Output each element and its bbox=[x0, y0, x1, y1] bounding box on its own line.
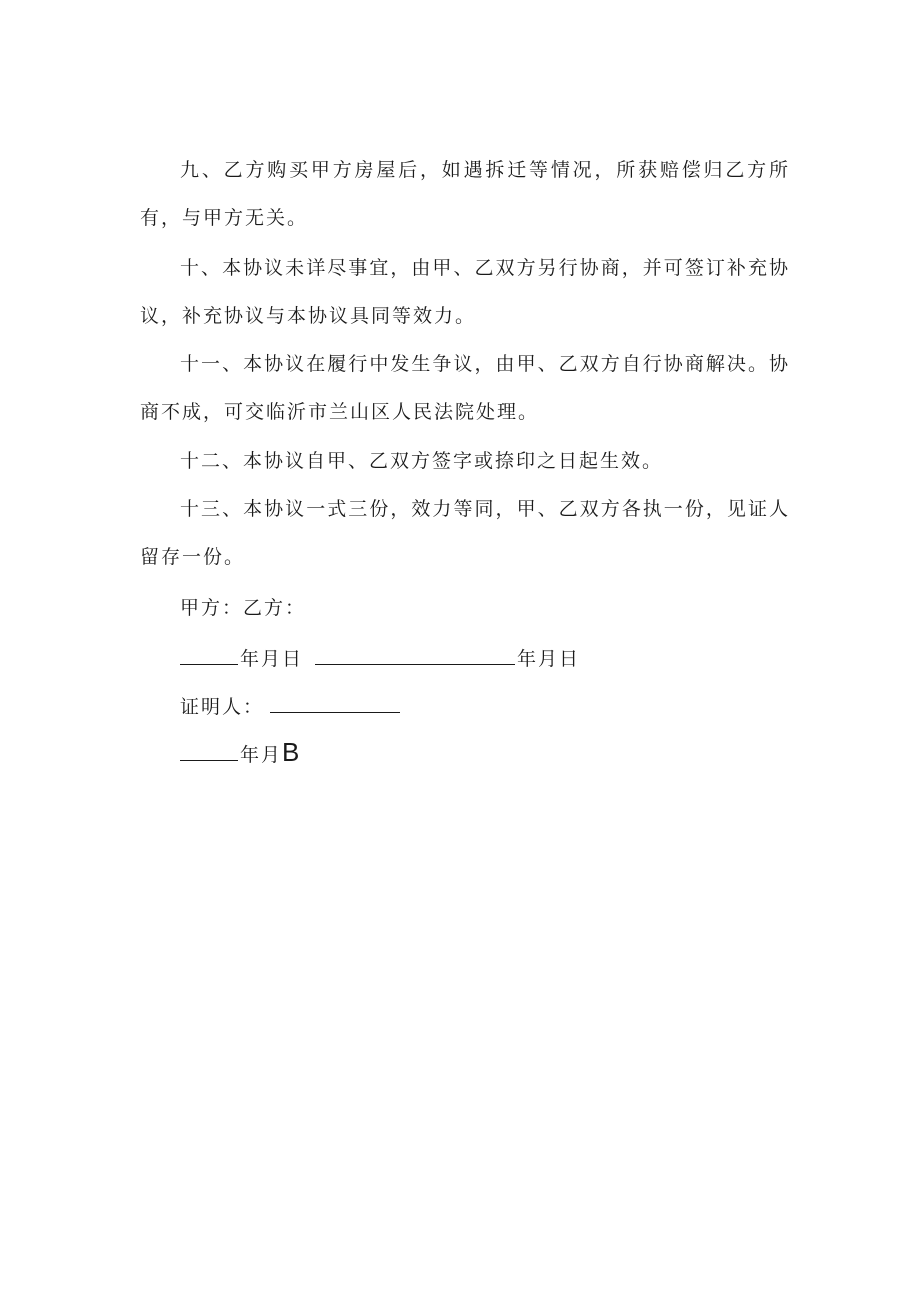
witness-date-line bbox=[180, 737, 300, 767]
parties-label: 甲方：乙方： bbox=[180, 597, 307, 619]
date-right-label: 年月日 bbox=[517, 648, 581, 670]
signature-date-line bbox=[180, 644, 580, 671]
date-left-label: 年月日 bbox=[240, 648, 304, 670]
witness-blank bbox=[270, 692, 400, 713]
clause-12: 十二、本协议自甲、乙双方签字或捺印之日起生效。 bbox=[180, 450, 664, 472]
witness-date-prefix: 年月 bbox=[240, 744, 283, 766]
witness-label: 证明人： bbox=[180, 696, 265, 718]
clause-10: 十、本协议未详尽事宜，由甲、乙双方另行协商，并可签订补充协议，补充协议与本协议具同等效力。 bbox=[140, 257, 790, 327]
witness-date-suffix: B bbox=[282, 737, 300, 767]
date-blank-right bbox=[315, 644, 515, 665]
witness-line bbox=[180, 692, 402, 719]
clause-11: 十一、本协议在履行中发生争议，由甲、乙双方自行协商解决。协商不成，可交临沂市兰山区人民法院处理。 bbox=[140, 353, 790, 423]
clause-9: 九、乙方购买甲方房屋后，如遇拆迁等情况，所获赔偿归乙方所有，与甲方无关。 bbox=[140, 159, 790, 229]
date-blank-left bbox=[180, 644, 238, 665]
clause-13: 十三、本协议一式三份，效力等同，甲、乙双方各执一份，见证人留存一份。 bbox=[140, 498, 790, 568]
witness-date-blank bbox=[180, 740, 238, 761]
